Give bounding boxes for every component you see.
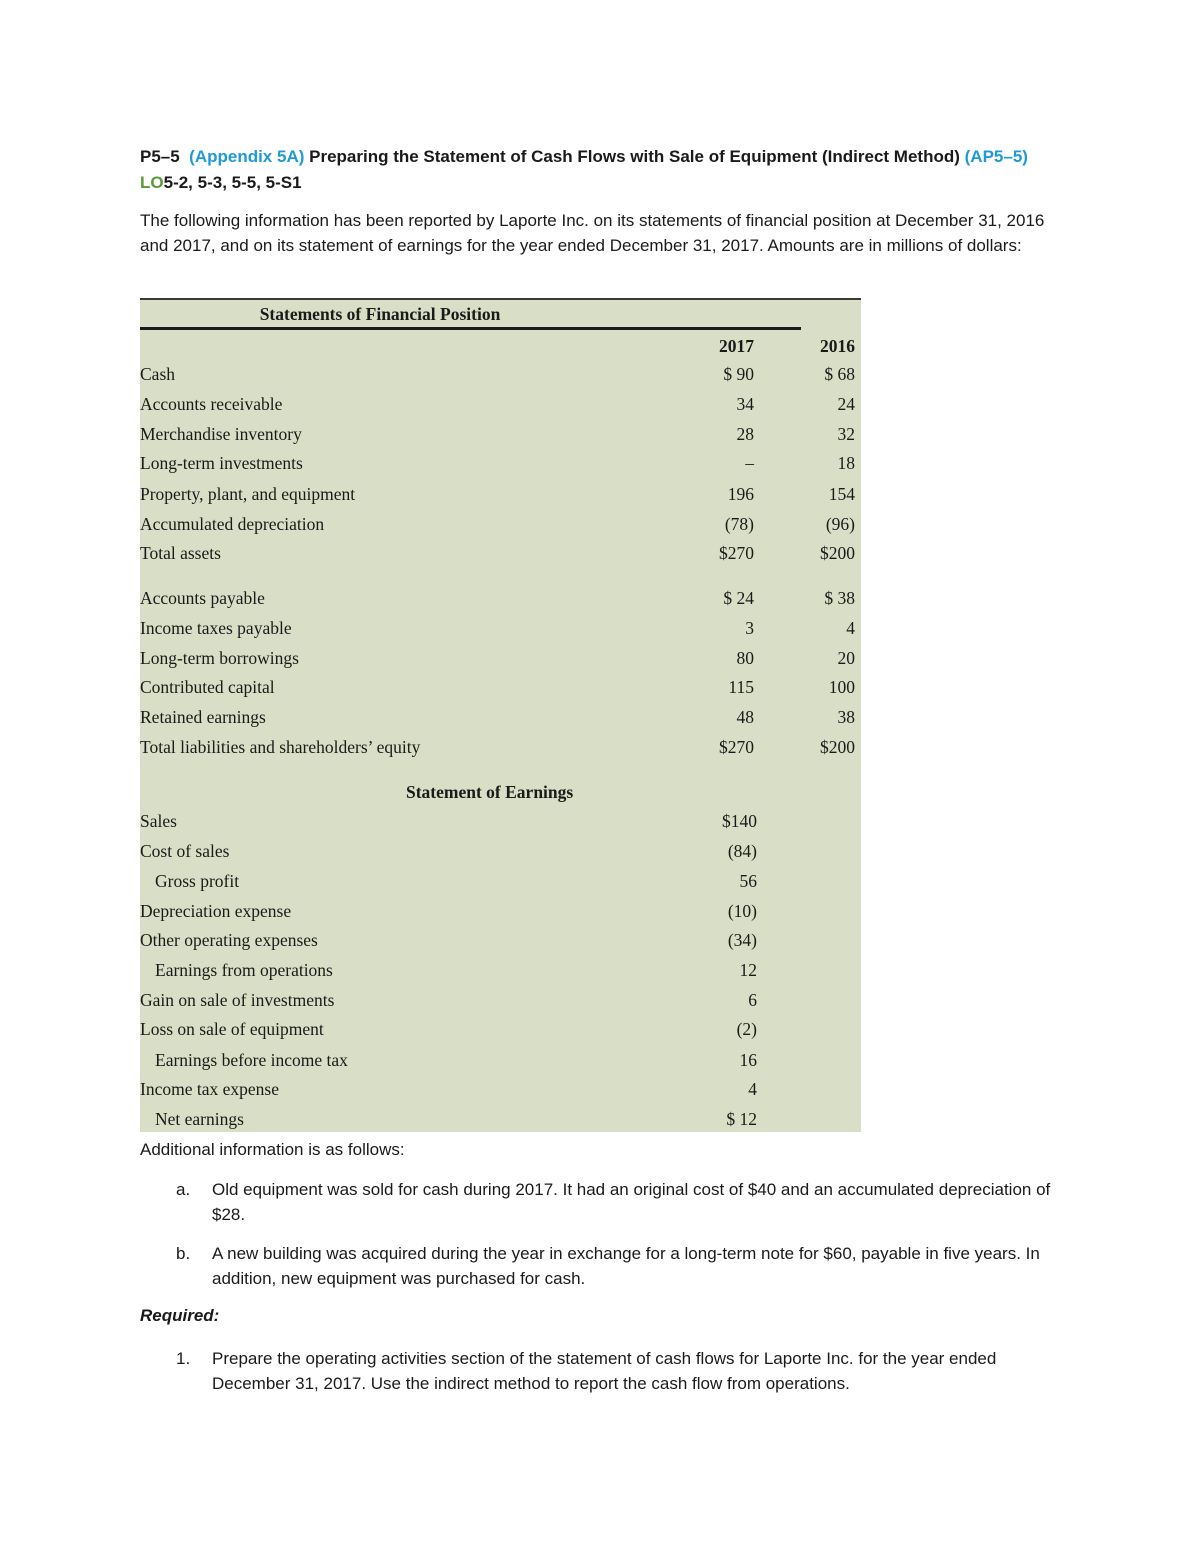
appendix-ref: (Appendix 5A) [189,147,305,166]
list-text: Prepare the operating activities section of the statement of cash flows for Laporte Inc. for the year ended December 31, 2017. Use the indirect method to report the cash flow from operations. [212,1349,997,1393]
earnings-row [140,871,861,895]
title-rule [140,327,801,330]
value: (10) [727,901,757,921]
earnings-title: Statement of Earnings [406,782,574,802]
value-2016: (96) [825,514,855,534]
required-list [140,1346,1070,1410]
liability-row [140,618,861,642]
value-2017: 80 [736,648,754,668]
row-label: Income tax expense [140,1079,279,1099]
row-label: Depreciation expense [140,901,292,921]
asset-row [140,543,861,567]
row-label: Accumulated depreciation [140,514,325,534]
value-2016: $200 [820,737,855,757]
value: $ 12 [726,1109,757,1129]
row-label: Gross profit [155,871,240,891]
asset-row [140,484,861,508]
value-2017: 3 [745,618,754,638]
value-2017: – [745,453,754,473]
liability-row [140,677,861,701]
value-2017: 34 [736,394,754,414]
liability-row [140,588,861,612]
row-label: Retained earnings [140,707,266,727]
problem-code: P5–5 [140,147,180,166]
earnings-row [140,1019,861,1043]
earnings-row [140,1050,861,1074]
liability-row [140,737,861,761]
value-2017: $270 [719,737,754,757]
asset-row [140,514,861,538]
financial-position-title: Statements of Financial Position [259,304,501,324]
value: 56 [739,871,757,891]
value: 16 [739,1050,757,1070]
earnings-row [140,990,861,1014]
value: (2) [736,1019,757,1039]
value-2017: (78) [724,514,754,534]
value-2016: $ 38 [824,588,855,608]
asset-row [140,364,861,388]
list-marker: b. [176,1244,191,1263]
value-2016: 100 [828,677,855,697]
earnings-row [140,1109,861,1133]
value-2016: 18 [837,453,855,473]
year-2016-header: 2016 [820,336,855,356]
list-marker: 1. [176,1349,191,1368]
row-label: Accounts receivable [140,394,283,414]
earnings-row [140,1079,861,1103]
row-label: Income taxes payable [140,618,292,638]
row-label: Net earnings [155,1109,244,1129]
value-2016: $200 [820,543,855,563]
row-label: Accounts payable [140,588,265,608]
row-label: Total assets [140,543,221,563]
earnings-row [140,901,861,925]
value-2016: 20 [837,648,855,668]
required-label: Required: [140,1306,220,1325]
earnings-row [140,811,861,835]
value: (84) [727,841,757,861]
value-2017: 196 [727,484,754,504]
row-label: Gain on sale of investments [140,990,335,1010]
alt-problem-ref: (AP5–5) [964,147,1028,166]
value-2017: $ 90 [723,364,754,384]
liability-row [140,648,861,672]
top-border [140,298,861,300]
row-label: Loss on sale of equipment [140,1019,324,1039]
earnings-row [140,841,861,865]
liability-row [140,707,861,731]
asset-row [140,394,861,418]
value-2016: 32 [837,424,855,444]
row-label: Earnings before income tax [155,1050,348,1070]
additional-info-list [140,1177,1070,1305]
lo-label: LO [140,173,164,192]
row-label: Other operating expenses [140,930,318,950]
value-2016: 24 [837,394,855,414]
value-2017: $ 24 [723,588,754,608]
value-2016: 38 [837,707,855,727]
row-label: Property, plant, and equipment [140,484,356,504]
list-text: Old equipment was sold for cash during 2017. It had an original cost of $40 and an accumulated depreciation of $28. [212,1180,1051,1224]
value-2017: $270 [719,543,754,563]
row-label: Long-term borrowings [140,648,299,668]
row-label: Earnings from operations [155,960,333,980]
additional-intro: Additional information is as follows: [140,1140,405,1159]
value-2017: 115 [728,677,754,697]
row-label: Contributed capital [140,677,275,697]
value: $140 [722,811,757,831]
row-label: Long-term investments [140,453,303,473]
row-label: Cash [140,364,175,384]
lo-refs: 5-2, 5-3, 5-5, 5-S1 [163,173,302,192]
value: 4 [748,1079,757,1099]
value: (34) [727,930,757,950]
value: 6 [748,990,757,1010]
asset-row [140,453,861,477]
list-text: A new building was acquired during the year in exchange for a long-term note for $60, payable in five years. In addition, new equipment was purchased for cash. [212,1244,1040,1288]
row-label: Total liabilities and shareholders’ equity [140,737,421,757]
earnings-row [140,960,861,984]
value-2016: $ 68 [824,364,855,384]
asset-row [140,424,861,448]
problem-heading [140,144,1040,196]
list-item [140,1346,1070,1396]
row-label: Merchandise inventory [140,424,302,444]
value: 12 [739,960,757,980]
list-item [140,1241,1070,1291]
financial-statements-panel [140,298,861,1132]
value-2017: 28 [736,424,754,444]
list-marker: a. [176,1180,191,1199]
earnings-row [140,930,861,954]
row-label: Sales [140,811,177,831]
intro-paragraph: The following information has been reported by Laporte Inc. on its statements of financial position at December 31, 2016 and 2017, and on its statement of earnings for the year ended December 31, 2017. Amounts are in millions of dollars: [140,211,1045,255]
value-2017: 48 [736,707,754,727]
problem-title: Preparing the Statement of Cash Flows with Sale of Equipment (Indirect Method) [309,147,960,166]
value-2016: 154 [828,484,855,504]
year-2017-header: 2017 [719,336,754,356]
value-2016: 4 [846,618,855,638]
list-item [140,1177,1070,1227]
row-label: Cost of sales [140,841,230,861]
